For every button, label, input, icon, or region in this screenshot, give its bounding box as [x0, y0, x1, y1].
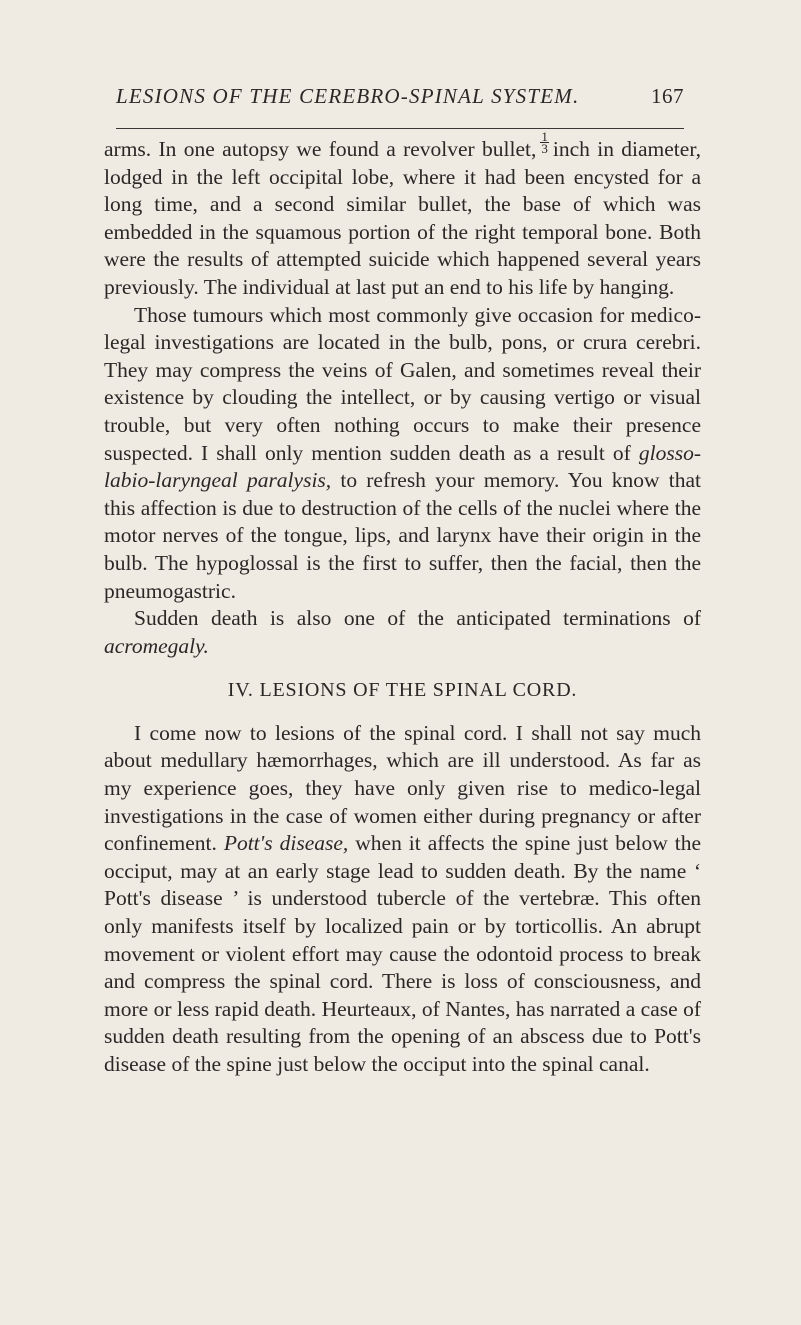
paragraph-4-part1: I come now to lesions of the spinal cord. I shall not say much about medullary hæmorrhages, which are ill understood. As far as my experience goes, they have only given rise to medico-legal investigations in the case of women either during pregnancy or after confinement.	[104, 720, 701, 856]
fraction-one-third	[540, 131, 549, 154]
paragraph-1	[104, 131, 701, 302]
paragraph-3-part1: Sudden death is also one of the anticipated terminations of	[134, 606, 701, 631]
body-text	[104, 131, 701, 1079]
paragraph-4	[104, 720, 701, 1079]
paragraph-3-italic: acromegaly.	[104, 633, 209, 658]
paragraph-4-italic: Pott's disease,	[223, 831, 349, 856]
fraction-numerator: 1	[541, 129, 548, 144]
paragraph-1-rest: inch in diameter, lodged in the left occipital lobe, where it had been encysted for a long time, and a second similar bullet, the base of which was embedded in the squamous portion of the right temporal bone. Both were the results of attempted suicide which happened several years previously. The individual at last put an end to his life by hanging.	[104, 137, 701, 299]
page-number: 167	[651, 84, 684, 108]
paragraph-2	[104, 302, 701, 606]
running-head	[116, 84, 684, 114]
paragraph-4-part2: when it affects the spine just below the occiput, may at an early stage lead to sudden death. By the name ‘ Pott's disease ’ is understood tubercle of the vertebræ. This often only manifests itself by localized pain or by torticollis. An abrupt movement or violent effort may cause the odontoid process to break and compress the spinal cord. There is loss of consciousness, and more or less rapid death. Heurteaux, of Nantes, has narrated a case of sudden death resulting from the opening of an abscess due to Pott's disease of the spine just below the occiput into the spinal canal.	[104, 831, 702, 1076]
paragraph-2-part2: to refresh your memory. You know that this affection is due to destruction of the cells of the nuclei where the motor nerves of the tongue, lips, and larynx have their origin in the bulb. The hypoglossal is the first to suffer, then the facial, then the pneumogastric.	[104, 468, 701, 603]
header-rule	[116, 128, 684, 129]
paragraph-2-part1: Those tumours which most commonly give occasion for medico-legal investigations are located in the bulb, pons, or crura cerebri. They may compress the veins of Galen, and sometimes reveal their existence by clouding the intellect, or by causing vertigo or visual trouble, but very often nothing occurs to make their presence suspected. I shall only mention sudden death as a result of	[104, 302, 701, 465]
running-head-title: LESIONS OF THE CEREBRO-SPINAL SYSTEM.	[116, 84, 580, 108]
paragraph-3	[104, 605, 701, 660]
fraction-denominator: 3	[541, 141, 548, 156]
section-heading: IV. LESIONS OF THE SPINAL CORD.	[227, 679, 578, 702]
paragraph-2-italic: glosso-labio-laryngeal paralysis,	[104, 440, 701, 493]
paragraph-1-start: arms. In one autopsy we found a revolver bullet,	[104, 137, 537, 161]
